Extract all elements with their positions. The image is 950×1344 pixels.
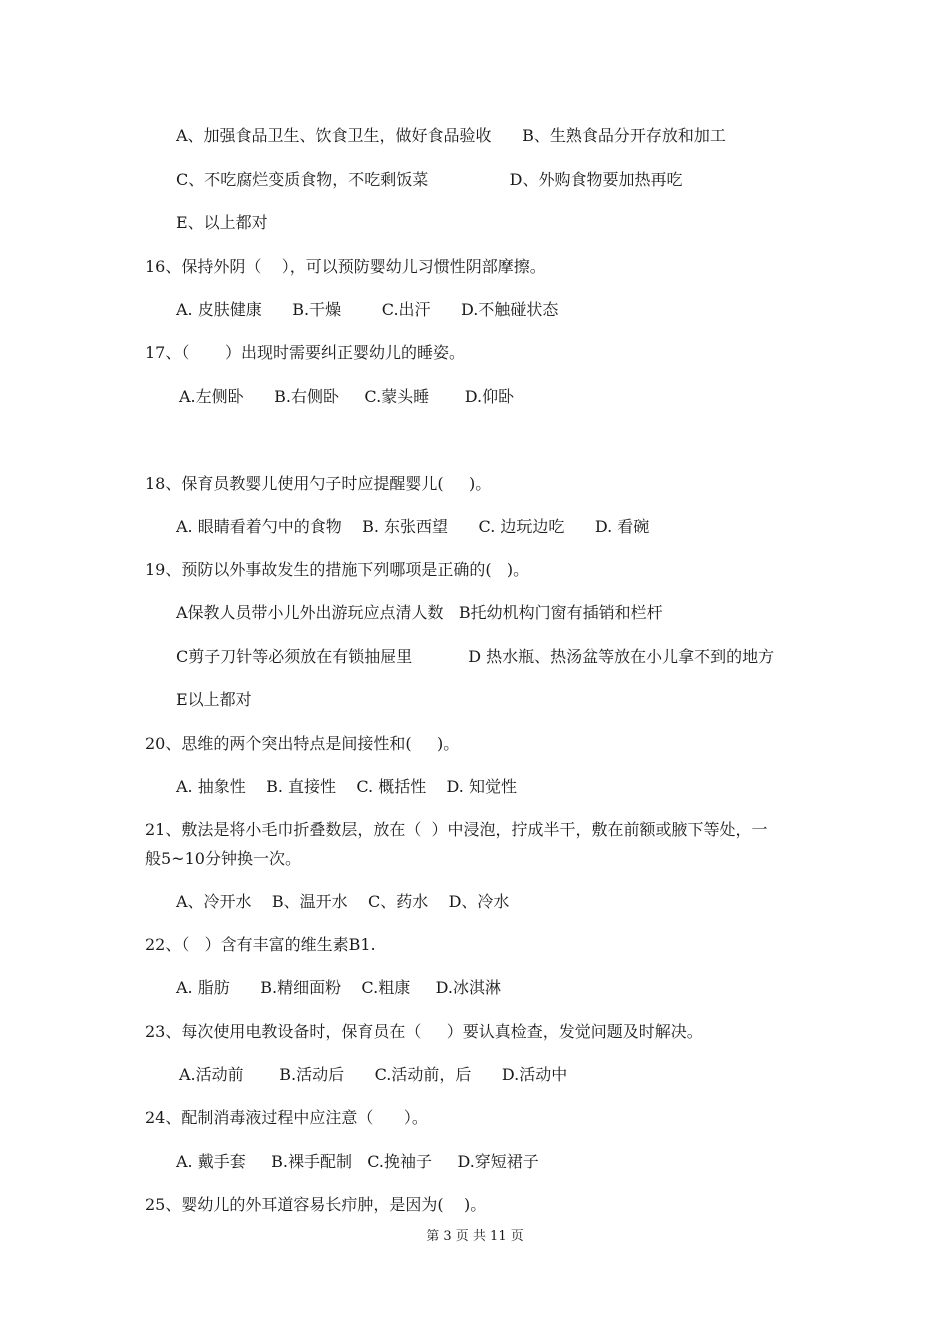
q16-options: A. 皮肤健康 B.干燥 C.出汗 D.不触碰状态 [176, 300, 559, 319]
q22-options: A. 脂肪 B.精细面粉 C.粗康 D.冰淇淋 [176, 978, 501, 997]
question-20: 20、思维的两个突出特点是间接性和( )。 [145, 734, 460, 753]
question-19: 19、预防以外事故发生的措施下列哪项是正确的( )。 [145, 560, 530, 579]
q15-option-e: E、以上都对 [176, 213, 268, 232]
question-17: 17、（ ）出现时需要纠正婴幼儿的睡姿。 [145, 343, 465, 362]
question-23: 23、每次使用电教设备时，保育员在（ ）要认真检查，发觉问题及时解决。 [145, 1022, 703, 1041]
q19-option-e: E以上都对 [176, 690, 252, 709]
q19-options-cd: C剪子刀针等必须放在有锁抽屉里 D 热水瓶、热汤盆等放在小儿拿不到的地方 [176, 647, 775, 666]
question-24: 24、配制消毒液过程中应注意（ ）。 [145, 1108, 428, 1127]
q18-options: A. 眼睛看着勺中的食物 B. 东张西望 C. 边玩边吃 D. 看碗 [176, 517, 650, 536]
page-footer: 第 3 页 共 11 页 [426, 1229, 524, 1244]
q23-options: A.活动前 B.活动后 C.活动前，后 D.活动中 [179, 1065, 568, 1084]
question-21-line-1: 21、敷法是将小毛巾折叠数层，放在（ ）中浸泡，拧成半干，敷在前额或腋下等处，一 [145, 820, 768, 839]
q15-options-cd: C、不吃腐烂变质食物，不吃剩饭菜 D、外购食物要加热再吃 [176, 170, 683, 189]
q15-options-ab: A、加强食品卫生、饮食卫生，做好食品验收 B、生熟食品分开存放和加工 [176, 126, 726, 145]
q21-options: A、冷开水 B、温开水 C、药水 D、冷水 [176, 892, 510, 911]
q20-options: A. 抽象性 B. 直接性 C. 概括性 D. 知觉性 [176, 777, 517, 796]
q17-options: A.左侧卧 B.右侧卧 C.蒙头睡 D.仰卧 [179, 387, 515, 406]
question-22: 22、（ ）含有丰富的维生素B1. [145, 935, 376, 954]
q19-options-ab: A保教人员带小儿外出游玩应点清人数 B托幼机构门窗有插销和栏杆 [176, 603, 663, 622]
question-25: 25、婴幼儿的外耳道容易长疖肿，是因为( )。 [145, 1195, 487, 1214]
question-18: 18、保育员教婴儿使用勺子时应提醒婴儿( )。 [145, 474, 492, 493]
question-16: 16、保持外阴（ ），可以预防婴幼儿习惯性阴部摩擦。 [145, 257, 546, 276]
question-21-line-2: 般5~10分钟换一次。 [145, 849, 301, 868]
q24-options: A. 戴手套 B.裸手配制 C.挽袖子 D.穿短裙子 [176, 1152, 539, 1171]
